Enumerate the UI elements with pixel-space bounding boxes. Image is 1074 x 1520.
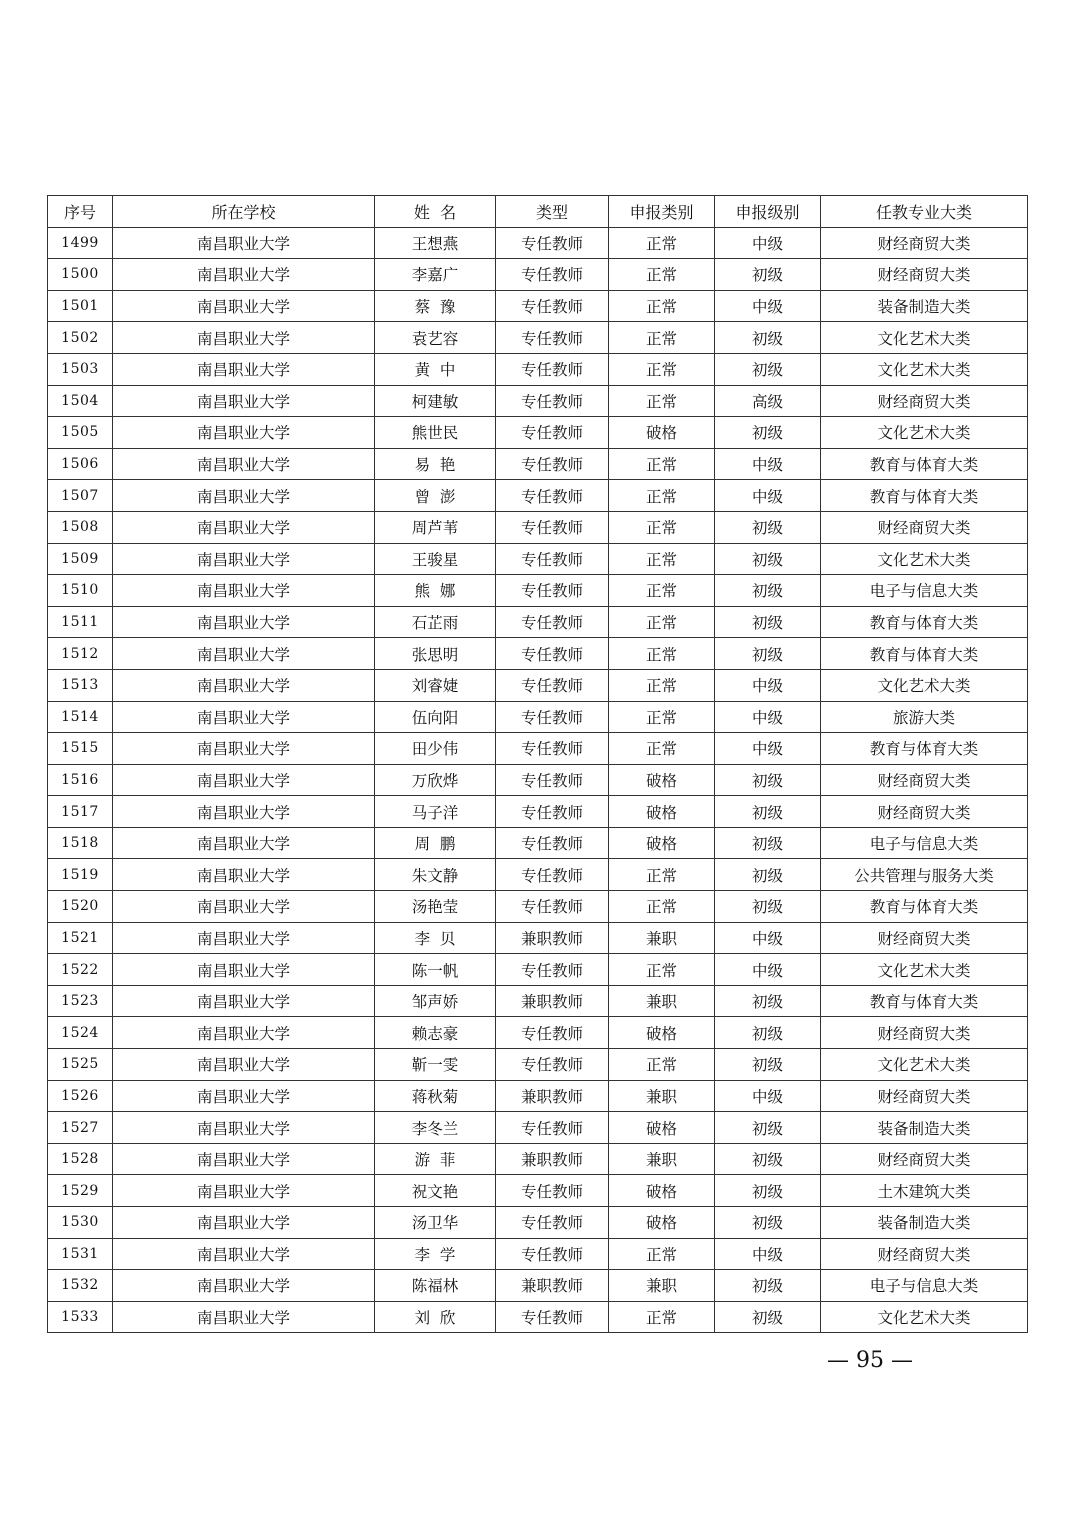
level-cell: 初级 [715, 827, 821, 859]
major-cell: 财经商贸大类 [821, 796, 1028, 828]
school-cell: 南昌职业大学 [113, 417, 375, 449]
type-cell: 专任教师 [496, 1238, 609, 1270]
type-cell: 专任教师 [496, 796, 609, 828]
school-cell: 南昌职业大学 [113, 1143, 375, 1175]
level-cell: 初级 [715, 796, 821, 828]
major-cell: 财经商贸大类 [821, 1143, 1028, 1175]
school-cell: 南昌职业大学 [113, 259, 375, 291]
major-cell: 文化艺术大类 [821, 417, 1028, 449]
school-cell: 南昌职业大学 [113, 1112, 375, 1144]
type-cell: 专任教师 [496, 827, 609, 859]
type-cell: 专任教师 [496, 764, 609, 796]
level-cell: 中级 [715, 733, 821, 765]
name-cell: 周芦苇 [375, 511, 496, 543]
category-cell: 破格 [609, 417, 715, 449]
major-cell: 教育与体育大类 [821, 733, 1028, 765]
category-cell: 破格 [609, 1175, 715, 1207]
school-cell: 南昌职业大学 [113, 701, 375, 733]
school-cell: 南昌职业大学 [113, 1238, 375, 1270]
table-row [48, 480, 1028, 512]
name-cell: 马子洋 [375, 796, 496, 828]
type-cell: 专任教师 [496, 733, 609, 765]
school-cell: 南昌职业大学 [113, 859, 375, 891]
major-cell: 电子与信息大类 [821, 1270, 1028, 1302]
school-cell: 南昌职业大学 [113, 796, 375, 828]
school-cell: 南昌职业大学 [113, 954, 375, 986]
school-cell: 南昌职业大学 [113, 480, 375, 512]
level-cell: 初级 [715, 891, 821, 923]
name-cell: 王想燕 [375, 227, 496, 259]
type-cell: 专任教师 [496, 1207, 609, 1239]
table-row [48, 1049, 1028, 1081]
name-cell: 陈福林 [375, 1270, 496, 1302]
type-cell: 专任教师 [496, 575, 609, 607]
major-cell: 电子与信息大类 [821, 827, 1028, 859]
type-cell: 专任教师 [496, 543, 609, 575]
major-cell: 教育与体育大类 [821, 606, 1028, 638]
category-cell: 正常 [609, 954, 715, 986]
major-cell: 教育与体育大类 [821, 448, 1028, 480]
header-index: 序号 [48, 196, 113, 228]
level-cell: 中级 [715, 669, 821, 701]
level-cell: 初级 [715, 764, 821, 796]
name-cell: 王骏星 [375, 543, 496, 575]
roster-body [48, 227, 1028, 1333]
table-row [48, 1175, 1028, 1207]
school-cell: 南昌职业大学 [113, 227, 375, 259]
table-row [48, 385, 1028, 417]
school-cell: 南昌职业大学 [113, 606, 375, 638]
name-cell: 蒋秋菊 [375, 1080, 496, 1112]
category-cell: 破格 [609, 1207, 715, 1239]
row-index: 1524 [48, 1017, 113, 1049]
school-cell: 南昌职业大学 [113, 385, 375, 417]
name-cell: 易 艳 [375, 448, 496, 480]
row-index: 1517 [48, 796, 113, 828]
table-row [48, 259, 1028, 291]
type-cell: 专任教师 [496, 669, 609, 701]
major-cell: 教育与体育大类 [821, 480, 1028, 512]
header-school: 所在学校 [113, 196, 375, 228]
school-cell: 南昌职业大学 [113, 1017, 375, 1049]
school-cell: 南昌职业大学 [113, 985, 375, 1017]
major-cell: 文化艺术大类 [821, 543, 1028, 575]
type-cell: 兼职教师 [496, 1270, 609, 1302]
major-cell: 财经商贸大类 [821, 1017, 1028, 1049]
level-cell: 中级 [715, 448, 821, 480]
school-cell: 南昌职业大学 [113, 764, 375, 796]
table-row [48, 227, 1028, 259]
category-cell: 正常 [609, 290, 715, 322]
major-cell: 财经商贸大类 [821, 511, 1028, 543]
category-cell: 正常 [609, 322, 715, 354]
category-cell: 正常 [609, 511, 715, 543]
category-cell: 正常 [609, 227, 715, 259]
name-cell: 张思明 [375, 638, 496, 670]
row-index: 1515 [48, 733, 113, 765]
category-cell: 正常 [609, 448, 715, 480]
level-cell: 初级 [715, 606, 821, 638]
category-cell: 正常 [609, 669, 715, 701]
row-index: 1521 [48, 922, 113, 954]
table-row [48, 575, 1028, 607]
name-cell: 陈一帆 [375, 954, 496, 986]
level-cell: 初级 [715, 1143, 821, 1175]
table-row [48, 954, 1028, 986]
row-index: 1506 [48, 448, 113, 480]
table-row [48, 1017, 1028, 1049]
type-cell: 专任教师 [496, 606, 609, 638]
table-row [48, 290, 1028, 322]
table-row [48, 764, 1028, 796]
major-cell: 旅游大类 [821, 701, 1028, 733]
table-row [48, 543, 1028, 575]
level-cell: 初级 [715, 575, 821, 607]
row-index: 1502 [48, 322, 113, 354]
major-cell: 财经商贸大类 [821, 227, 1028, 259]
school-cell: 南昌职业大学 [113, 1301, 375, 1333]
name-cell: 靳一雯 [375, 1049, 496, 1081]
table-row [48, 922, 1028, 954]
row-index: 1510 [48, 575, 113, 607]
category-cell: 正常 [609, 353, 715, 385]
row-index: 1503 [48, 353, 113, 385]
major-cell: 装备制造大类 [821, 1207, 1028, 1239]
table-row [48, 733, 1028, 765]
header-level: 申报级别 [715, 196, 821, 228]
name-cell: 周 鹏 [375, 827, 496, 859]
name-cell: 柯建敏 [375, 385, 496, 417]
major-cell: 电子与信息大类 [821, 575, 1028, 607]
name-cell: 熊世民 [375, 417, 496, 449]
school-cell: 南昌职业大学 [113, 1207, 375, 1239]
category-cell: 正常 [609, 575, 715, 607]
level-cell: 中级 [715, 701, 821, 733]
name-cell: 游 菲 [375, 1143, 496, 1175]
type-cell: 专任教师 [496, 891, 609, 923]
major-cell: 财经商贸大类 [821, 1080, 1028, 1112]
type-cell: 专任教师 [496, 701, 609, 733]
name-cell: 曾 澎 [375, 480, 496, 512]
level-cell: 初级 [715, 638, 821, 670]
type-cell: 专任教师 [496, 480, 609, 512]
level-cell: 初级 [715, 859, 821, 891]
category-cell: 兼职 [609, 1270, 715, 1302]
level-cell: 初级 [715, 417, 821, 449]
level-cell: 初级 [715, 353, 821, 385]
table-row [48, 1301, 1028, 1333]
type-cell: 专任教师 [496, 227, 609, 259]
category-cell: 正常 [609, 733, 715, 765]
row-index: 1505 [48, 417, 113, 449]
category-cell: 正常 [609, 638, 715, 670]
type-cell: 专任教师 [496, 638, 609, 670]
row-index: 1532 [48, 1270, 113, 1302]
school-cell: 南昌职业大学 [113, 827, 375, 859]
category-cell: 正常 [609, 701, 715, 733]
type-cell: 专任教师 [496, 322, 609, 354]
name-cell: 邹声娇 [375, 985, 496, 1017]
row-index: 1516 [48, 764, 113, 796]
major-cell: 财经商贸大类 [821, 922, 1028, 954]
table-row [48, 1207, 1028, 1239]
name-cell: 袁艺容 [375, 322, 496, 354]
school-cell: 南昌职业大学 [113, 1080, 375, 1112]
row-index: 1530 [48, 1207, 113, 1239]
name-cell: 刘睿婕 [375, 669, 496, 701]
category-cell: 正常 [609, 480, 715, 512]
type-cell: 专任教师 [496, 1301, 609, 1333]
level-cell: 初级 [715, 322, 821, 354]
name-cell: 万欣烨 [375, 764, 496, 796]
major-cell: 装备制造大类 [821, 290, 1028, 322]
name-cell: 田少伟 [375, 733, 496, 765]
major-cell: 财经商贸大类 [821, 259, 1028, 291]
row-index: 1519 [48, 859, 113, 891]
level-cell: 初级 [715, 1301, 821, 1333]
name-cell: 朱文静 [375, 859, 496, 891]
row-index: 1525 [48, 1049, 113, 1081]
level-cell: 中级 [715, 954, 821, 986]
table-row [48, 511, 1028, 543]
school-cell: 南昌职业大学 [113, 891, 375, 923]
category-cell: 破格 [609, 796, 715, 828]
type-cell: 兼职教师 [496, 985, 609, 1017]
type-cell: 专任教师 [496, 290, 609, 322]
major-cell: 土木建筑大类 [821, 1175, 1028, 1207]
category-cell: 正常 [609, 1301, 715, 1333]
type-cell: 专任教师 [496, 417, 609, 449]
roster-table [47, 195, 1028, 1333]
table-row [48, 669, 1028, 701]
row-index: 1501 [48, 290, 113, 322]
type-cell: 专任教师 [496, 385, 609, 417]
level-cell: 初级 [715, 511, 821, 543]
school-cell: 南昌职业大学 [113, 290, 375, 322]
row-index: 1533 [48, 1301, 113, 1333]
table-row [48, 1112, 1028, 1144]
type-cell: 专任教师 [496, 1112, 609, 1144]
table-row [48, 1270, 1028, 1302]
category-cell: 正常 [609, 1238, 715, 1270]
level-cell: 初级 [715, 1207, 821, 1239]
category-cell: 破格 [609, 1017, 715, 1049]
category-cell: 兼职 [609, 922, 715, 954]
header-row [48, 196, 1028, 228]
page-number: — 95 — [827, 1348, 913, 1373]
major-cell: 文化艺术大类 [821, 669, 1028, 701]
name-cell: 黄 中 [375, 353, 496, 385]
header-category: 申报类别 [609, 196, 715, 228]
level-cell: 初级 [715, 1017, 821, 1049]
name-cell: 刘 欣 [375, 1301, 496, 1333]
type-cell: 专任教师 [496, 448, 609, 480]
row-index: 1512 [48, 638, 113, 670]
major-cell: 文化艺术大类 [821, 1049, 1028, 1081]
table-row [48, 638, 1028, 670]
header-major: 任教专业大类 [821, 196, 1028, 228]
row-index: 1500 [48, 259, 113, 291]
category-cell: 正常 [609, 1049, 715, 1081]
table-row [48, 985, 1028, 1017]
level-cell: 中级 [715, 290, 821, 322]
category-cell: 正常 [609, 385, 715, 417]
row-index: 1522 [48, 954, 113, 986]
level-cell: 中级 [715, 1080, 821, 1112]
level-cell: 中级 [715, 1238, 821, 1270]
level-cell: 初级 [715, 1049, 821, 1081]
major-cell: 财经商贸大类 [821, 385, 1028, 417]
header-type: 类型 [496, 196, 609, 228]
category-cell: 正常 [609, 259, 715, 291]
school-cell: 南昌职业大学 [113, 669, 375, 701]
category-cell: 破格 [609, 1112, 715, 1144]
row-index: 1499 [48, 227, 113, 259]
table-row [48, 353, 1028, 385]
major-cell: 财经商贸大类 [821, 1238, 1028, 1270]
type-cell: 专任教师 [496, 1175, 609, 1207]
type-cell: 专任教师 [496, 954, 609, 986]
type-cell: 专任教师 [496, 859, 609, 891]
row-index: 1518 [48, 827, 113, 859]
category-cell: 正常 [609, 859, 715, 891]
table-row [48, 701, 1028, 733]
row-index: 1504 [48, 385, 113, 417]
name-cell: 祝文艳 [375, 1175, 496, 1207]
major-cell: 财经商贸大类 [821, 764, 1028, 796]
row-index: 1529 [48, 1175, 113, 1207]
school-cell: 南昌职业大学 [113, 322, 375, 354]
major-cell: 教育与体育大类 [821, 891, 1028, 923]
school-cell: 南昌职业大学 [113, 575, 375, 607]
category-cell: 兼职 [609, 1080, 715, 1112]
table-row [48, 796, 1028, 828]
school-cell: 南昌职业大学 [113, 922, 375, 954]
type-cell: 专任教师 [496, 511, 609, 543]
table-row [48, 1238, 1028, 1270]
level-cell: 高级 [715, 385, 821, 417]
school-cell: 南昌职业大学 [113, 511, 375, 543]
row-index: 1511 [48, 606, 113, 638]
type-cell: 专任教师 [496, 1017, 609, 1049]
category-cell: 兼职 [609, 985, 715, 1017]
row-index: 1507 [48, 480, 113, 512]
name-cell: 李 学 [375, 1238, 496, 1270]
name-cell: 李冬兰 [375, 1112, 496, 1144]
type-cell: 兼职教师 [496, 1143, 609, 1175]
table-row [48, 859, 1028, 891]
category-cell: 正常 [609, 543, 715, 575]
school-cell: 南昌职业大学 [113, 543, 375, 575]
major-cell: 教育与体育大类 [821, 638, 1028, 670]
row-index: 1513 [48, 669, 113, 701]
level-cell: 初级 [715, 1112, 821, 1144]
table-row [48, 448, 1028, 480]
name-cell: 赖志豪 [375, 1017, 496, 1049]
level-cell: 中级 [715, 922, 821, 954]
row-index: 1531 [48, 1238, 113, 1270]
level-cell: 中级 [715, 227, 821, 259]
name-cell: 熊 娜 [375, 575, 496, 607]
table-row [48, 891, 1028, 923]
level-cell: 初级 [715, 985, 821, 1017]
school-cell: 南昌职业大学 [113, 448, 375, 480]
name-cell: 李 贝 [375, 922, 496, 954]
category-cell: 破格 [609, 764, 715, 796]
category-cell: 正常 [609, 606, 715, 638]
major-cell: 文化艺术大类 [821, 353, 1028, 385]
type-cell: 兼职教师 [496, 1080, 609, 1112]
level-cell: 初级 [715, 1175, 821, 1207]
table-row [48, 827, 1028, 859]
table-row [48, 417, 1028, 449]
school-cell: 南昌职业大学 [113, 1270, 375, 1302]
name-cell: 伍向阳 [375, 701, 496, 733]
row-index: 1509 [48, 543, 113, 575]
type-cell: 专任教师 [496, 353, 609, 385]
table-row [48, 606, 1028, 638]
row-index: 1526 [48, 1080, 113, 1112]
row-index: 1523 [48, 985, 113, 1017]
major-cell: 公共管理与服务大类 [821, 859, 1028, 891]
row-index: 1514 [48, 701, 113, 733]
table-row [48, 1080, 1028, 1112]
major-cell: 装备制造大类 [821, 1112, 1028, 1144]
type-cell: 专任教师 [496, 259, 609, 291]
table-row [48, 322, 1028, 354]
type-cell: 兼职教师 [496, 922, 609, 954]
row-index: 1527 [48, 1112, 113, 1144]
row-index: 1528 [48, 1143, 113, 1175]
table-row [48, 1143, 1028, 1175]
major-cell: 文化艺术大类 [821, 954, 1028, 986]
name-cell: 蔡 豫 [375, 290, 496, 322]
major-cell: 文化艺术大类 [821, 1301, 1028, 1333]
level-cell: 初级 [715, 259, 821, 291]
major-cell: 文化艺术大类 [821, 322, 1028, 354]
category-cell: 正常 [609, 891, 715, 923]
major-cell: 教育与体育大类 [821, 985, 1028, 1017]
school-cell: 南昌职业大学 [113, 353, 375, 385]
row-index: 1508 [48, 511, 113, 543]
level-cell: 中级 [715, 480, 821, 512]
type-cell: 专任教师 [496, 1049, 609, 1081]
school-cell: 南昌职业大学 [113, 733, 375, 765]
school-cell: 南昌职业大学 [113, 1049, 375, 1081]
name-cell: 汤艳莹 [375, 891, 496, 923]
school-cell: 南昌职业大学 [113, 638, 375, 670]
name-cell: 汤卫华 [375, 1207, 496, 1239]
name-cell: 石芷雨 [375, 606, 496, 638]
name-cell: 李嘉广 [375, 259, 496, 291]
level-cell: 初级 [715, 543, 821, 575]
header-name: 姓 名 [375, 196, 496, 228]
level-cell: 初级 [715, 1270, 821, 1302]
row-index: 1520 [48, 891, 113, 923]
category-cell: 兼职 [609, 1143, 715, 1175]
category-cell: 破格 [609, 827, 715, 859]
school-cell: 南昌职业大学 [113, 1175, 375, 1207]
